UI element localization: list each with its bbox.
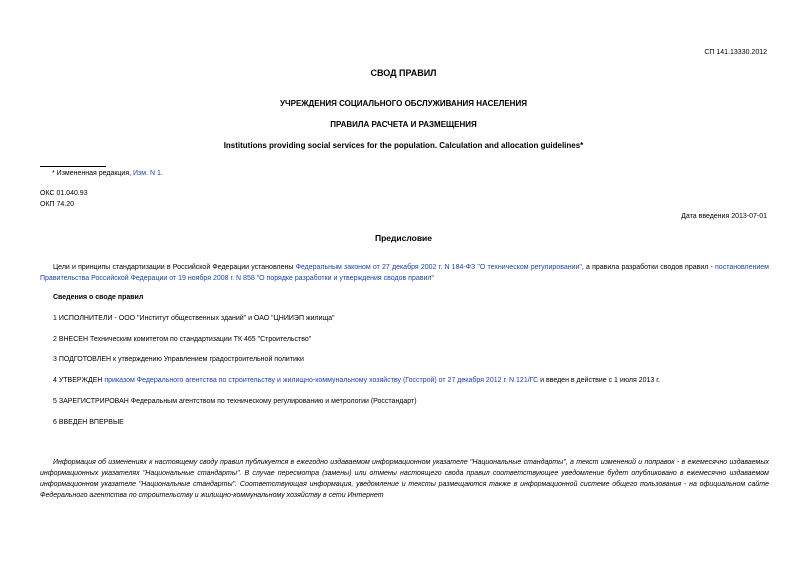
amendment-link[interactable]: Изм. N 1 — [133, 170, 161, 177]
document-title: УЧРЕЖДЕНИЯ СОЦИАЛЬНОГО ОБСЛУЖИВАНИЯ НАСЕЛЕНИЯ — [280, 99, 527, 108]
government-resolution-link[interactable]: постановлением Правительства Российской Федерации от 19 ноября 2008 г. N 858 "О порядке разработки и утверждения сводов правил" — [40, 264, 769, 282]
preface-paragraph — [40, 262, 769, 284]
gosstroy-order-link[interactable]: приказом Федерального агентства по строительству и жилищно-коммунальному хозяйству (Госстрой) от 27 декабря 2012 г. N 121/ГС — [104, 377, 539, 384]
federal-law-link[interactable]: Федеральным законом от 27 декабря 2002 г. N 184-ФЗ "О техническом регулировании" — [295, 264, 582, 271]
about-item-first-introduced: 6 ВВЕДЕН ВПЕРВЫЕ — [53, 419, 124, 426]
approved-text-2: и введен в действие с 1 июля 2013 г. — [538, 377, 660, 384]
preface-heading: Предисловие — [374, 233, 433, 243]
intro-date: Дата введения 2013-07-01 — [681, 213, 767, 220]
footnote — [52, 170, 163, 179]
document-code: СП 141.13330.2012 — [704, 49, 767, 56]
footnote-end: . — [160, 170, 163, 177]
footnote-text: * Измененная редакция, — [52, 170, 134, 177]
document-title-english: Institutions providing social services for the population. Calculation and allocation guidelines* — [223, 141, 584, 150]
about-item-registered: 5 ЗАРЕГИСТРИРОВАН Федеральным агентством по техническому регулированию и метрологии (Росстандарт) — [53, 398, 417, 405]
amendments-info-paragraph: Информация об изменениях к настоящему своду правил публикуется в ежегодно издаваемом информационном указателе "Национальные стандарты", а текст изменений и поправок - в ежемесячно издаваемых информационных указателях "Национальные стандарты". В случае пересмотра (замены) или отмены настоящего свода правил соответствующее уведомление будет опубликовано в ежемесячно издаваемом информационном указателе "Национальные стандарты". Соответствующая информация, уведомление и тексты размещаются также в информационной системе общего пользования - на официальном сайте Федерального агентства по строительству и жилищно-коммунальному хозяйству в сети Интернет — [40, 459, 769, 499]
preface-text-1: Цели и принципы стандартизации в Российской Федерации установлены — [53, 264, 296, 271]
okp-code: ОКП 74.20 — [40, 201, 75, 208]
about-item-executors: 1 ИСПОЛНИТЕЛИ - ООО "Институт общественных зданий" и ОАО "ЦНИИЭП жилища" — [53, 315, 335, 322]
about-item-introduced: 2 ВНЕСЕН Техническим комитетом по стандартизации ТК 465 "Строительство" — [53, 336, 312, 343]
oks-code: ОКС 01.040.93 — [40, 190, 88, 197]
about-item-prepared: 3 ПОДГОТОВЛЕН к утверждению Управлением градостроительной политики — [53, 356, 304, 363]
footnote-divider — [40, 166, 106, 167]
approved-text-1: 4 УТВЕРЖДЕН — [53, 377, 105, 384]
document-subtitle: ПРАВИЛА РАСЧЕТА И РАЗМЕЩЕНИЯ — [330, 120, 477, 129]
about-heading: Сведения о своде правил — [53, 294, 144, 301]
document-type-heading: СВОД ПРАВИЛ — [370, 68, 437, 78]
preface-text-2: , а правила разработки сводов правил - — [581, 264, 716, 271]
about-item-approved — [53, 377, 660, 386]
